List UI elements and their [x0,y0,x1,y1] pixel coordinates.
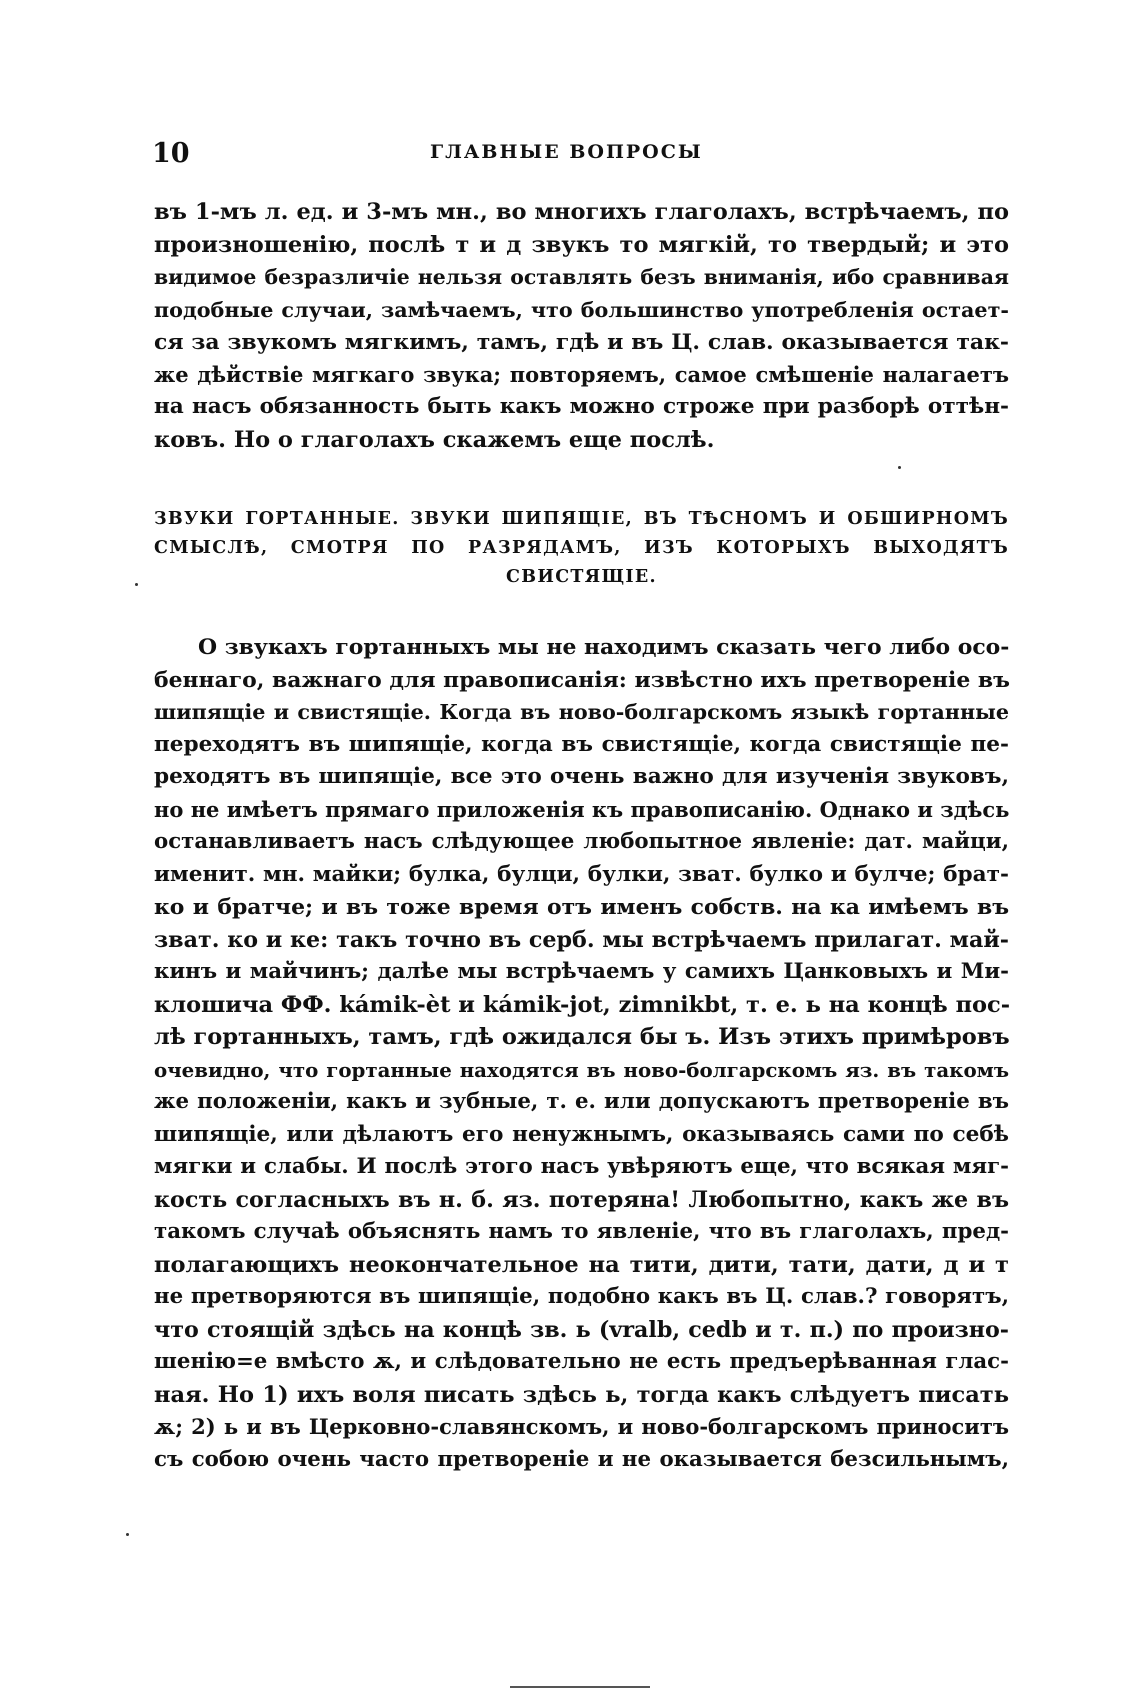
text-line: же дѣйствіе мягкаго звука; повторяемъ, самое смѣшеніе налагаетъ [154,361,1009,387]
text-line: именит. мн. майки; булка, булци, булки, зват. булко и булче; брат- [154,861,1009,887]
text-line: останавливаетъ насъ слѣдующее любопытное явленіе: дат. майци, [154,829,1009,854]
text-line: ная. Но 1) ихъ воля писать здѣсь ь, тогда какъ слѣдуетъ писать [154,1381,1009,1408]
print-speck [135,583,138,586]
text-line: мягки и слабы. И послѣ этого насъ увѣряютъ еще, что всякая мяг- [154,1154,1009,1179]
running-title: ГЛАВНЫЕ ВОПРОСЫ [430,141,703,163]
text-line: реходятъ въ шипящіе, все это очень важно для изученія звуковъ, [154,764,1009,789]
text-line: клошича ФФ. kámik-èt и kámik-jot, zimnikbt, т. е. ь на концѣ пос- [154,991,1011,1018]
heading-line: СВИСТЯЩІЕ. [506,567,657,587]
text-line: произношенію, послѣ т и д звукъ то мягкій, то твердый; и это [154,231,1009,258]
paragraph-2 [154,631,1009,1476]
text-line: беннаго, важнаго для правописанія: извѣстно ихъ претвореніе въ [154,666,1010,693]
text-line: очевидно, что гортанные находятся въ ново-болгарскомъ яз. въ такомъ [154,1057,1009,1082]
text-line: съ собою очень часто претвореніе и не оказывается безсильнымъ, [154,1446,1009,1472]
text-line: зват. ко и ке: такъ точно въ серб. мы встрѣчаемъ прилагат. май- [154,926,1009,953]
text-line: полагающихъ неокончательное на тити, дити, тати, дати, д и т [154,1251,1009,1278]
text-line: шипящіе, или дѣлаютъ его ненужнымъ, оказываясь сами по себѣ [154,1121,1009,1147]
paragraph-1 [154,196,1009,456]
text-line: переходятъ въ шипящіе, когда въ свистящіе, когда свистящіе пе- [154,731,1009,757]
text-line: но не имѣетъ прямаго приложенія къ правописанію. Однако и здѣсь [154,796,1010,822]
text-line: же положеніи, какъ и зубные, т. е. или допускаютъ претвореніе въ [154,1089,1009,1114]
text-line: въ 1-мъ л. ед. и 3-мъ мн., во многихъ глаголахъ, встрѣчаемъ, по [154,199,1009,225]
text-line: шипящіе и свистящіе. Когда въ ново-болгарскомъ языкѣ гортанные [154,700,1009,724]
text-line: кинъ и майчинъ; далѣе мы встрѣчаемъ у самихъ Цанковыхъ и Ми- [154,959,1009,984]
text-line: ся за звукомъ мягкимъ, тамъ, гдѣ и въ Ц. слав. оказывается так- [154,329,1009,355]
text-line: шенію=е вмѣсто ѫ, и слѣдовательно не есть предъерѣванная глас- [154,1349,1009,1374]
text-line: ковъ. Но о глаголахъ скажемъ еще послѣ. [154,426,715,453]
heading-line: СМЫСЛѢ, СМОТРЯ ПО РАЗРЯДАМЪ, ИЗЪ КОТОРЫХЪ ВЫХОДЯТЪ [154,538,1009,558]
text-line: лѣ гортанныхъ, тамъ, гдѣ ожидался бы ъ. Изъ этихъ примѣровъ [154,1024,1010,1050]
text-line: не претворяются въ шипящіе, подобно какъ въ Ц. слав.? говорятъ, [154,1284,1009,1309]
heading-line: ЗВУКИ ГОРТАННЫЕ. ЗВУКИ ШИПЯЩІЕ, ВЪ ТѢСНОМЪ И ОБШИРНОМЪ [154,509,1009,529]
print-speck [898,466,901,469]
section-heading [154,505,1009,592]
footer-rule [510,1686,650,1688]
text-line: ко и братче; и въ тоже время отъ именъ собств. на ка имѣемъ въ [154,894,1009,920]
text-line: на насъ обязанность быть какъ можно строже при разборѣ оттѣн- [154,394,1009,419]
text-line: ѫ; 2) ь и въ Церковно-славянскомъ, и ново-болгарскомъ приноситъ [154,1414,1009,1439]
page-number: 10 [152,138,190,169]
text-line: кость согласныхъ въ н. б. яз. потеряна! Любопытно, какъ же въ [154,1186,1009,1213]
text-line: О звукахъ гортанныхъ мы не находимъ сказать чего либо осо- [198,634,1010,660]
text-line: такомъ случаѣ объяснять намъ то явленіе, что въ глаголахъ, пред- [154,1219,1009,1244]
text-line: что стоящій здѣсь на концѣ зв. ь (vralb, cedb и т. п.) по произно- [154,1316,1009,1343]
text-line: подобные случаи, замѣчаемъ, что большинство употребленія остает- [154,297,1009,322]
text-line: видимое безразличіе нельзя оставлять безъ вниманія, ибо сравнивая [154,265,1009,289]
print-speck [126,1533,129,1536]
